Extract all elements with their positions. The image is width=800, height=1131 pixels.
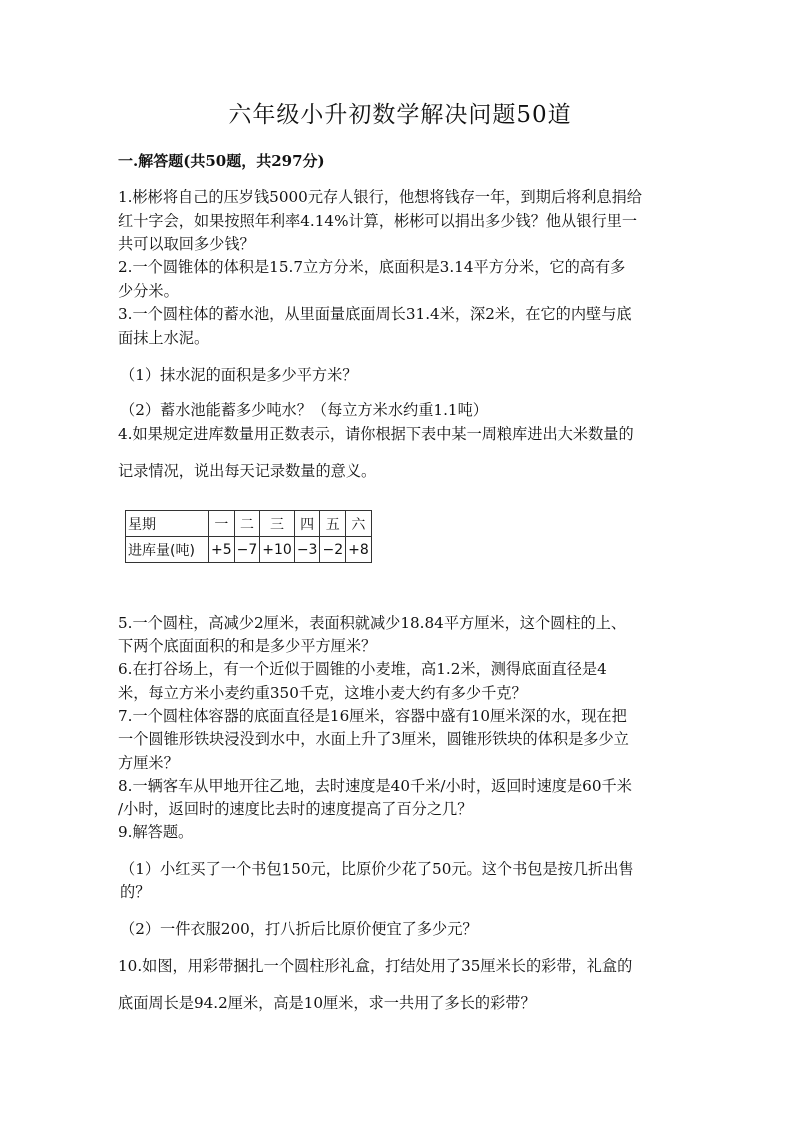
table-cell: 六 (346, 511, 372, 537)
question-4-line-1: 4.如果规定进库数量用正数表示，请你根据下表中某一周粮库进出大米数量的 (118, 425, 634, 443)
question-8-line-2: /小时，返回时的速度比去时的速度提高了百分之几？ (118, 800, 473, 818)
question-6-line-2: 米，每立方米小麦约重350千克，这堆小麦大约有多少千克？ (118, 684, 527, 702)
question-9-heading: 9.解答题。 (118, 823, 194, 841)
question-10-line-2: 底面周长是94.2厘米，高是10厘米，求一共用了多长的彩带？ (118, 994, 536, 1012)
table-cell: 五 (320, 511, 346, 537)
table-cell: 进库量(吨) (126, 537, 209, 563)
question-7-line-3: 方厘米？ (118, 754, 179, 772)
table-cell: 四 (294, 511, 320, 537)
question-10-line-1: 10.如图，用彩带捆扎一个圆柱形礼盒，打结处用了35厘米长的彩带，礼盒的 (118, 957, 633, 975)
question-9-part-1-line-2: 的？ (120, 883, 151, 901)
table-cell: −2 (320, 537, 346, 563)
table-cell: −3 (294, 537, 320, 563)
question-3-line-2: 面抹上水泥。 (118, 329, 210, 347)
table-cell: +10 (260, 537, 295, 563)
question-8-line-1: 8.一辆客车从甲地开往乙地，去时速度是40千米/小时，返回时速度是60千米 (118, 777, 632, 795)
question-6-line-1: 6.在打谷场上，有一个近似于圆锥的小麦堆，高1.2米，测得底面直径是4 (118, 660, 607, 678)
question-5-line-2: 下两个底面面积的和是多少平方厘米？ (118, 637, 377, 655)
question-2-line-1: 2.一个圆锥体的体积是15.7立方分米，底面积是3.14平方分米，它的高有多 (118, 258, 626, 276)
question-1-line-2: 红十字会，如果按照年利率4.14%计算，彬彬可以捐出多少钱？他从银行里一 (118, 212, 638, 230)
table-cell: 星期 (126, 511, 209, 537)
table-cell: +8 (346, 537, 372, 563)
question-4-line-2: 记录情况，说出每天记录数量的意义。 (118, 462, 377, 480)
grain-record-table (125, 510, 372, 563)
table-cell: 一 (209, 511, 235, 537)
question-1-line-1: 1.彬彬将自己的压岁钱5000元存人银行，他想将钱存一年，到期后将利息捐给 (118, 188, 642, 206)
question-3-part-2: （2）蓄水池能蓄多少吨水？（每立方米水约重1.1吨） (120, 401, 488, 419)
section-heading: 一.解答题(共50题，共297分) (118, 152, 325, 170)
table-cell: +5 (209, 537, 235, 563)
table-row (126, 537, 372, 563)
question-1-line-3: 共可以取回多少钱？ (118, 235, 255, 253)
question-9-part-2: （2）一件衣服200，打八折后比原价便宜了多少元？ (120, 920, 478, 938)
question-3-part-1: （1）抹水泥的面积是多少平方米？ (120, 366, 358, 384)
question-5-line-1: 5.一个圆柱，高减少2厘米，表面积就减少18.84平方厘米，这个圆柱的上、 (118, 614, 627, 632)
table-cell: −7 (234, 537, 260, 563)
question-2-line-2: 少分米。 (118, 282, 179, 300)
page-title: 六年级小升初数学解决问题50道 (228, 102, 572, 128)
question-3-line-1: 3.一个圆柱体的蓄水池，从里面量底面周长31.4米，深2米，在它的内壁与底 (118, 305, 632, 323)
question-9-part-1-line-1: （1）小红买了一个书包150元，比原价少花了50元。这个书包是按几折出售 (120, 860, 634, 878)
table-row (126, 511, 372, 537)
question-7-line-1: 7.一个圆柱体容器的底面直径是16厘米，容器中盛有10厘米深的水，现在把 (118, 707, 627, 725)
question-7-line-2: 一个圆锥形铁块浸没到水中，水面上升了3厘米，圆锥形铁块的体积是多少立 (118, 730, 629, 748)
table-cell: 二 (234, 511, 260, 537)
table-cell: 三 (260, 511, 295, 537)
